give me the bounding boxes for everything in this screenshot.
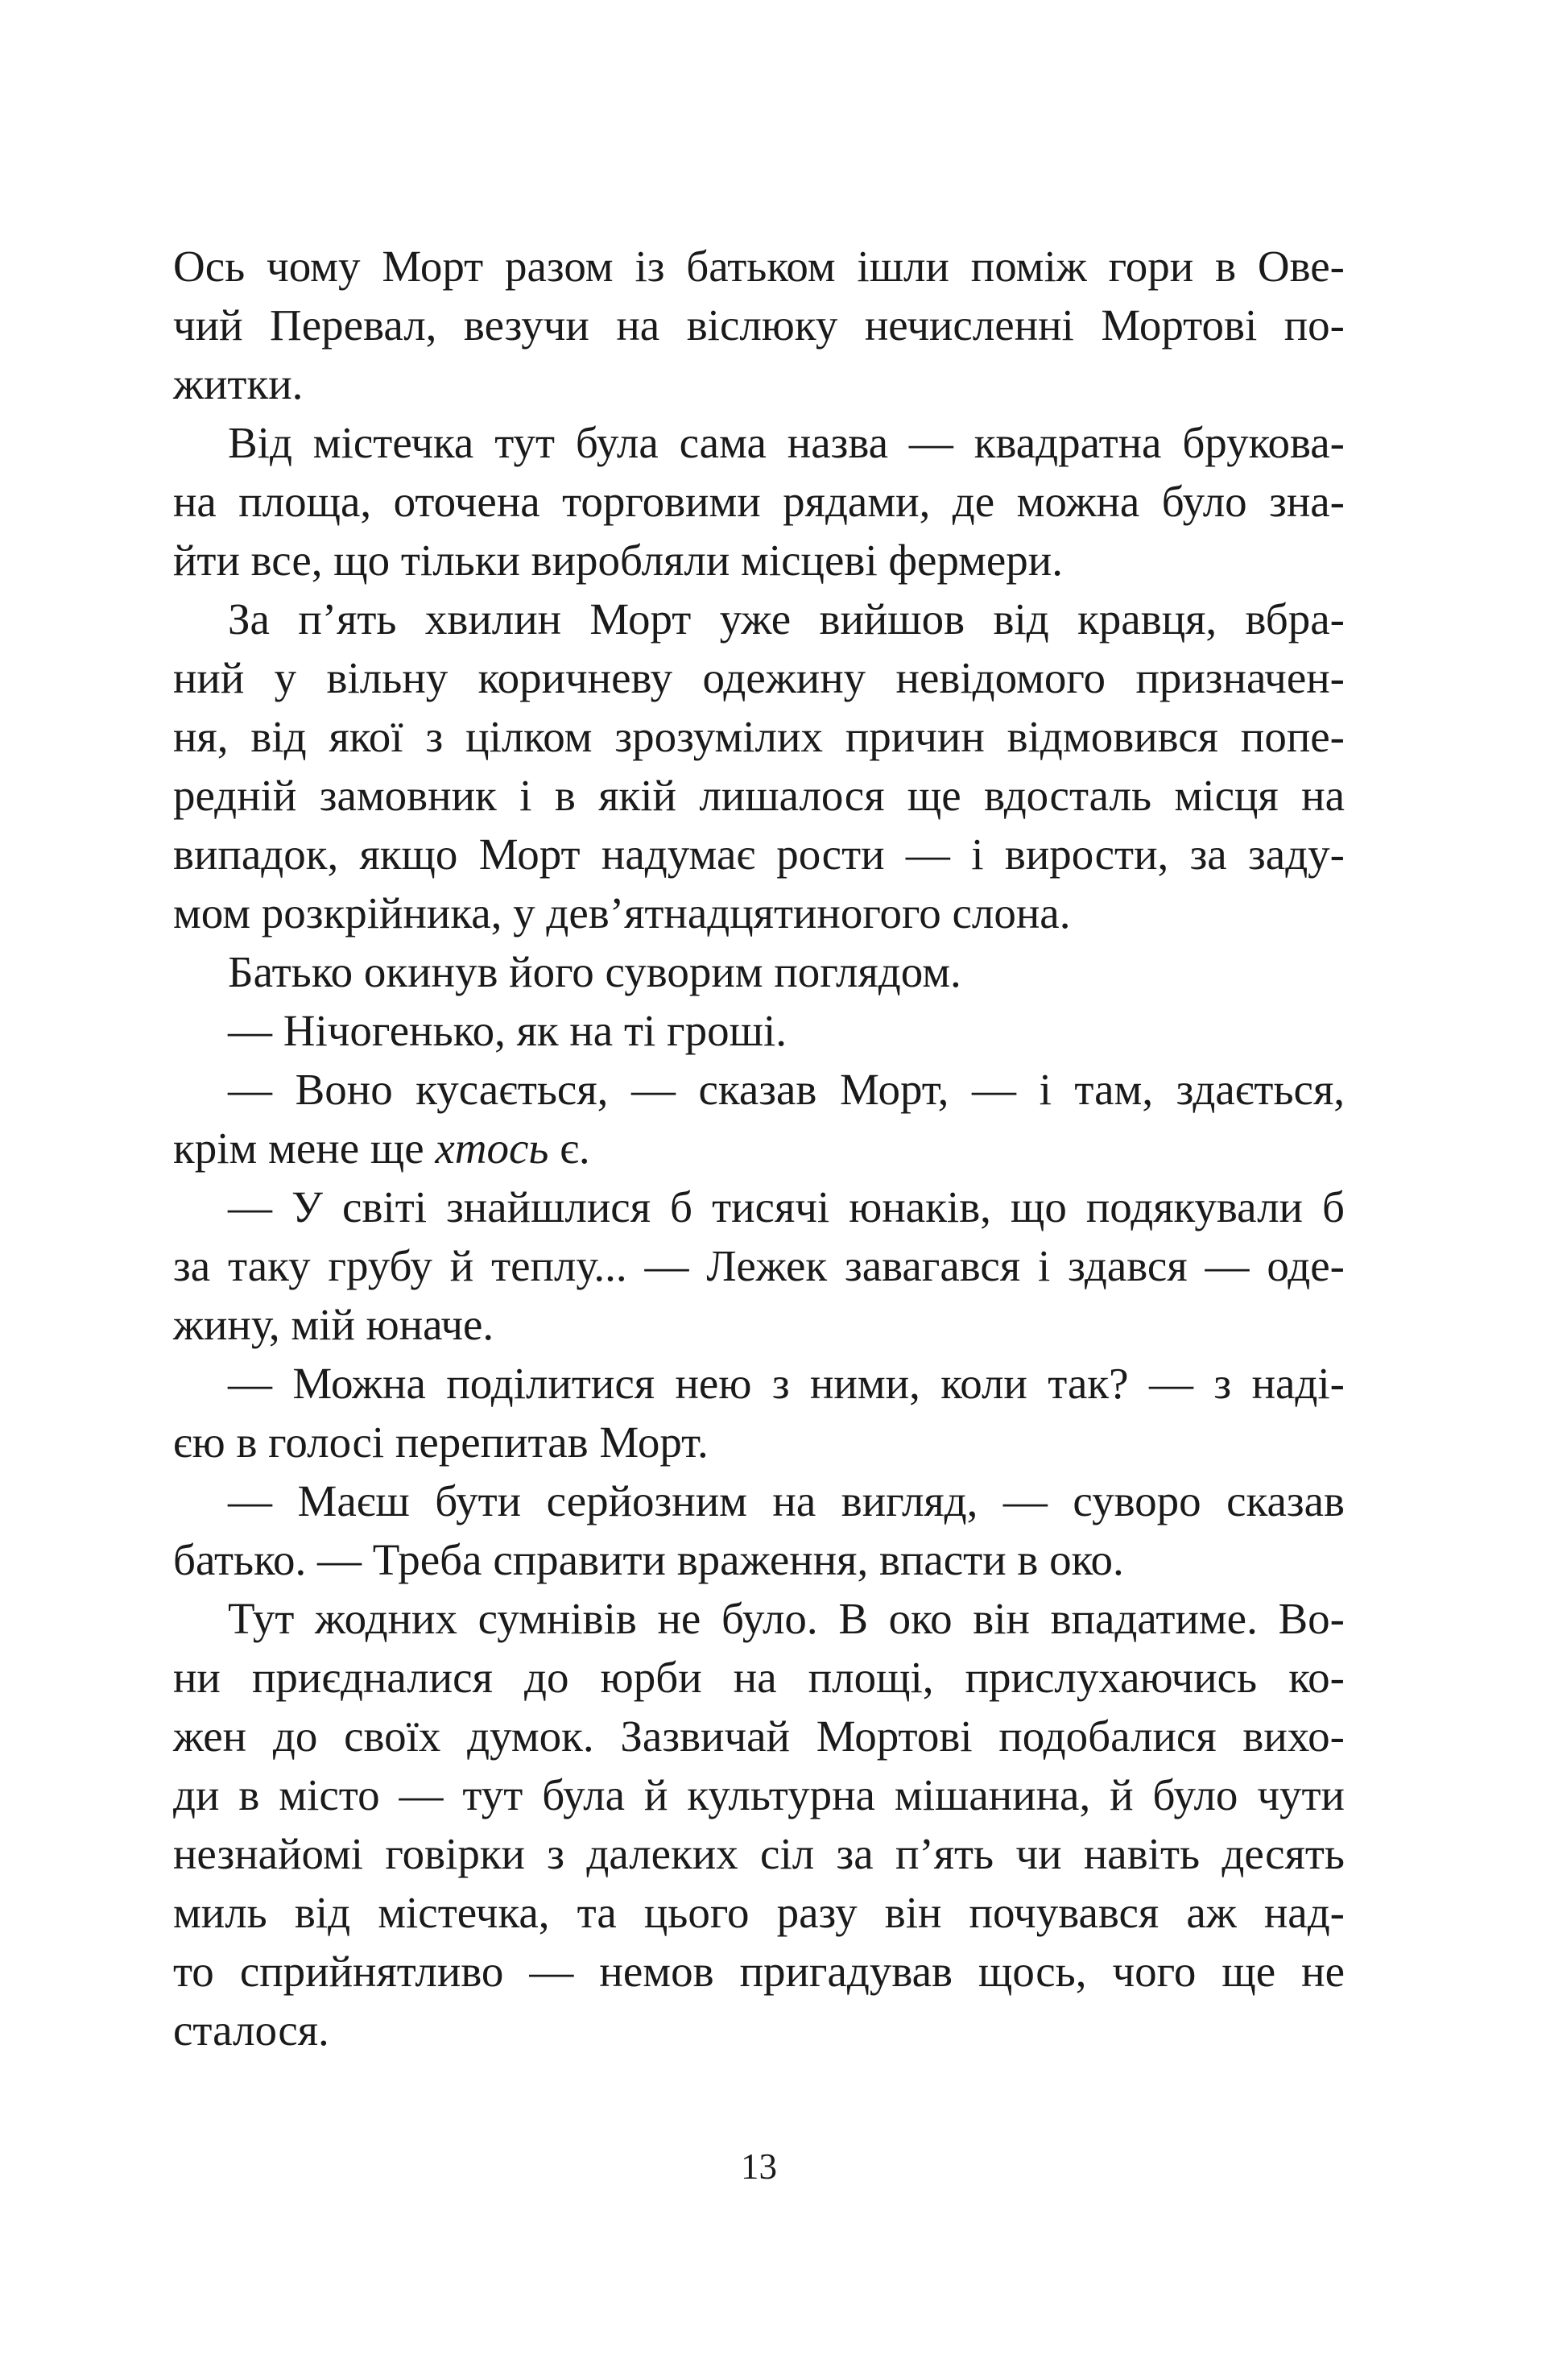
text-line: Батько окинув його суворим поглядом.: [228, 947, 961, 996]
text-line: Ось чому Морт разом із батьком ішли поміж гори в Ове-: [173, 242, 1345, 291]
text-line: ни приєдналися до юрби на площі, прислухаючись ко-: [173, 1653, 1345, 1702]
text-line: за таку грубу й теплу... — Лежек завагався і здався — оде-: [173, 1241, 1345, 1290]
text-line: незнайомі говірки з далеких сіл за п’ять чи навіть десять: [173, 1829, 1345, 1878]
paragraph: [173, 1178, 1345, 1354]
text-line: ди в місто — тут була й культурна мішанина, й було чути: [173, 1770, 1345, 1819]
text-line: батько. — Треба справити враження, впасти в око.: [173, 1535, 1124, 1584]
text-line: миль від містечка, та цього разу він почувався аж над-: [173, 1888, 1345, 1937]
paragraph: [173, 237, 1345, 413]
paragraph: [173, 1471, 1345, 1589]
text-line: редній замовник і в якій лишалося ще вдосталь місця на: [173, 771, 1345, 820]
text-line: — Можна поділитися нею з ними, коли так? — з наді-: [228, 1359, 1345, 1408]
paragraph: [173, 942, 1345, 1001]
paragraph: [173, 1060, 1345, 1178]
text-line: мом розкрійника, у дев’ятнадцятиногого слона.: [173, 888, 1071, 938]
paragraph: [173, 1354, 1345, 1471]
text-line: ня, від якої з цілком зрозумілих причин відмовився попе-: [173, 712, 1345, 761]
text-line: Від містечка тут була сама назва — квадратна брукова-: [228, 418, 1345, 467]
text-line: ний у вільну коричневу одежину невідомого призначен-: [173, 653, 1345, 702]
text-line: крім мене ще хтось є.: [173, 1124, 590, 1173]
text-line: Тут жодних сумнівів не було. В око він впадатиме. Во-: [228, 1594, 1345, 1643]
text-line: За п’ять хвилин Морт уже вийшов від кравця, вбра-: [228, 594, 1345, 644]
text-line: випадок, якщо Морт надумає рости — і вирости, за заду-: [173, 830, 1345, 879]
text-line: чий Перевал, везучи на віслюку нечисленні Мортові по-: [173, 300, 1345, 350]
page-text-block: [173, 237, 1345, 2059]
paragraph: [173, 1589, 1345, 2059]
text-line: то сприйнятливо — немов пригадував щось, чого ще не: [173, 1947, 1345, 1996]
text-line: жен до своїх думок. Зазвичай Мортові подобалися вихо-: [173, 1712, 1345, 1761]
italic-text: хтось: [435, 1124, 549, 1173]
text-line: — Воно кусається, — сказав Морт, — і там, здається,: [228, 1065, 1345, 1114]
text-line: — У світі знайшлися б тисячі юнаків, що подякували б: [228, 1182, 1345, 1231]
text-line: — Нічогенько, як на ті гроші.: [228, 1006, 787, 1055]
text-line: жину, мій юначе.: [173, 1300, 494, 1349]
text-line: єю в голосі перепитав Морт.: [173, 1418, 709, 1467]
text-line: йти все, що тільки виробляли місцеві фермери.: [173, 536, 1063, 585]
paragraph: [173, 413, 1345, 590]
text-line: — Маєш бути серйозним на вигляд, — суворо сказав: [228, 1476, 1345, 1525]
text-line: сталося.: [173, 2005, 329, 2055]
paragraph: [173, 1001, 1345, 1060]
page-number: 13: [741, 2146, 777, 2187]
text-line: на площа, оточена торговими рядами, де можна було зна-: [173, 477, 1345, 526]
text-line: житки.: [173, 359, 304, 408]
paragraph: [173, 590, 1345, 942]
